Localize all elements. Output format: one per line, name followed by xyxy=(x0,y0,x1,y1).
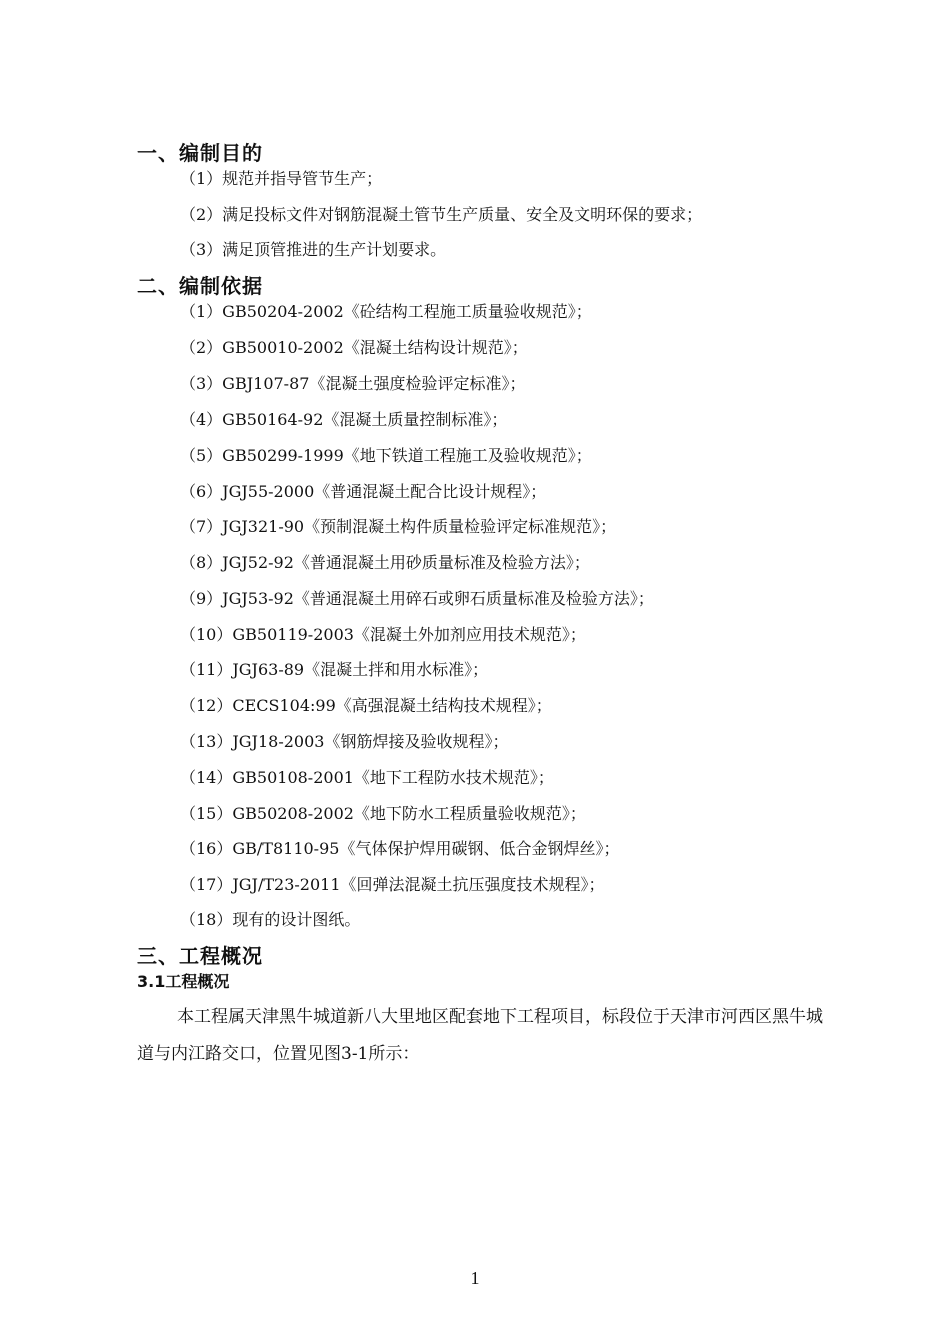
reference-item: （3）GBJ107-87《混凝土强度检验评定标准》； xyxy=(180,374,526,393)
reference-item: （1）GB50204-2002《砼结构工程施工质量验收规范》； xyxy=(180,302,592,321)
reference-item: （11）JGJ63-89《混凝土拌和用水标准》； xyxy=(180,660,489,679)
reference-item: （10）GB50119-2003《混凝土外加剂应用技术规范》； xyxy=(180,625,586,644)
reference-item: （15）GB50208-2002《地下防水工程质量验收规范》； xyxy=(180,804,586,823)
section-1-item: （1）规范并指导管节生产； xyxy=(180,169,383,188)
reference-item: （9）JGJ53-92《普通混凝土用碎石或卵石质量标准及检验方法》； xyxy=(180,589,654,608)
reference-item: （12）CECS104:99《高强混凝土结构技术规程》； xyxy=(180,696,552,715)
page-number: 1 xyxy=(470,1268,480,1288)
reference-item: （8）JGJ52-92《普通混凝土用砂质量标准及检验方法》； xyxy=(180,553,590,572)
reference-item: （7）JGJ321-90《预制混凝土构件质量检验评定标准规范》； xyxy=(180,517,617,536)
project-overview-paragraph: 本工程属天津黑牛城道新八大里地区配套地下工程项目，标段位于天津市河西区黑牛城道与内江路交口，位置见图3-1所示： xyxy=(137,1007,823,1064)
reference-item: （17）JGJ/T23-2011《回弹法混凝土抗压强度技术规程》； xyxy=(180,875,605,894)
reference-item: （16）GB/T8110-95《气体保护焊用碳钢、低合金钢焊丝》； xyxy=(180,839,620,858)
reference-item: （5）GB50299-1999《地下铁道工程施工及验收规范》； xyxy=(180,446,592,465)
reference-item: （14）GB50108-2001《地下工程防水技术规范》； xyxy=(180,768,554,787)
reference-item: （4）GB50164-92《混凝土质量控制标准》； xyxy=(180,410,508,429)
section-2-heading: 二、编制依据 xyxy=(137,274,263,298)
section-3-heading: 三、工程概况 xyxy=(137,944,263,968)
reference-item: （6）JGJ55-2000《普通混凝土配合比设计规程》； xyxy=(180,482,547,501)
reference-item: （13）JGJ18-2003《钢筋焊接及验收规程》； xyxy=(180,732,509,751)
reference-item: （2）GB50010-2002《混凝土结构设计规范》； xyxy=(180,338,528,357)
reference-item: （18）现有的设计图纸。 xyxy=(180,910,361,929)
section-1-heading: 一、编制目的 xyxy=(137,141,263,165)
section-1-item: （2）满足投标文件对钢筋混凝土管节生产质量、安全及文明环保的要求； xyxy=(180,205,703,224)
section-1-item: （3）满足顶管推进的生产计划要求。 xyxy=(180,240,447,259)
subsection-3-1-heading: 3.1工程概况 xyxy=(137,972,230,991)
